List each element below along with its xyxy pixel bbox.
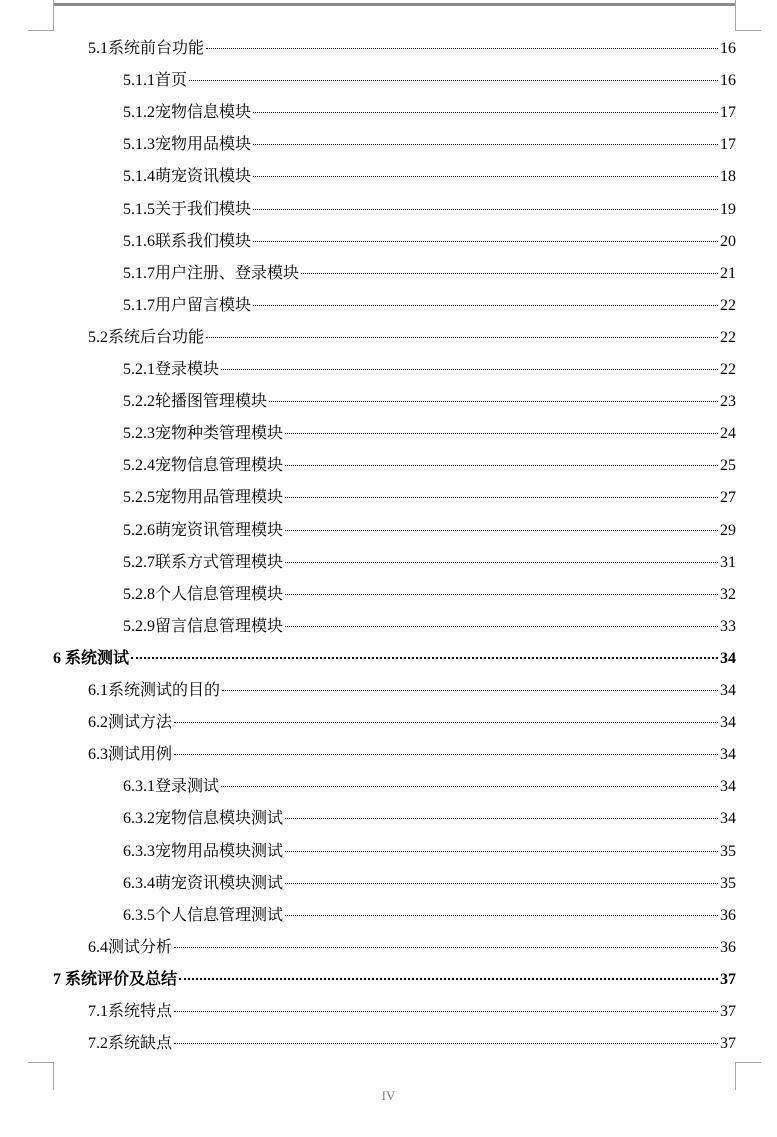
toc-entry-title: 首页 (155, 72, 188, 90)
toc-entry-number: 5.2.4 (123, 457, 155, 475)
header-rule (53, 3, 736, 6)
toc-dot-leader (285, 915, 718, 916)
toc-entry-title: 宠物信息模块 (155, 104, 252, 122)
crop-mark-bottom-left (28, 1062, 54, 1090)
toc-dot-leader (285, 818, 718, 819)
toc-entry[interactable] (123, 870, 736, 898)
toc-entry-number: 5.1.7 (123, 296, 155, 314)
crop-mark-top-right (735, 0, 761, 31)
toc-dot-leader (253, 305, 718, 306)
toc-dot-leader (253, 176, 718, 177)
toc-entry-page: 33 (720, 617, 736, 635)
toc-entry-title: 关于我们模块 (155, 200, 252, 218)
toc-dot-leader (285, 626, 718, 627)
toc-entry-title: 宠物用品管理模块 (155, 489, 284, 507)
toc-entry-page: 16 (720, 40, 736, 57)
toc-entry-title: 登录模块 (155, 361, 220, 378)
toc-entry[interactable] (123, 484, 736, 512)
toc-entry-page: 34 (720, 778, 736, 796)
toc-entry-title: 宠物信息管理模块 (155, 457, 284, 475)
toc-dot-leader (285, 497, 718, 498)
toc-entry-page: 22 (720, 296, 736, 314)
toc-dot-leader (285, 883, 718, 884)
toc-entry-title: 系统评价及总结 (65, 970, 178, 988)
toc-entry-page: 24 (720, 425, 736, 443)
toc-dot-leader (253, 241, 718, 242)
toc-entry-page: 35 (720, 842, 736, 860)
toc-entry-page: 31 (720, 553, 736, 571)
toc-entry-title: 宠物信息模块测试 (155, 810, 284, 828)
toc-entry-page: 23 (720, 393, 736, 411)
toc-entry-title: 宠物用品模块 (155, 136, 252, 154)
toc-entry[interactable] (123, 131, 736, 159)
toc-entry-number: 5.1.2 (123, 104, 155, 122)
toc-dot-leader (189, 80, 718, 81)
toc-entry[interactable] (123, 196, 736, 224)
toc-entry[interactable] (123, 292, 736, 320)
toc-entry-page: 17 (720, 136, 736, 154)
toc-dot-leader (221, 369, 718, 370)
toc-entry-page: 35 (720, 874, 736, 892)
toc-entry-number: 6.2 (88, 714, 108, 732)
toc-entry-number: 5.2.9 (123, 617, 155, 635)
toc-entry-title: 留言信息管理模块 (155, 617, 284, 635)
toc-entry-title: 系统缺点 (108, 1035, 173, 1053)
toc-entry[interactable] (53, 966, 736, 994)
toc-entry[interactable] (88, 709, 736, 737)
toc-entry-page: 34 (720, 649, 736, 667)
toc-entry[interactable] (123, 581, 736, 609)
toc-entry-number: 5.2.1 (123, 361, 155, 378)
toc-dot-leader (221, 786, 718, 787)
toc-entry-number: 7.2 (88, 1035, 108, 1053)
toc-entry-page: 25 (720, 457, 736, 475)
toc-entry-title: 宠物用品模块测试 (155, 842, 284, 860)
toc-entry-title: 登录测试 (155, 778, 220, 796)
toc-entry-page: 16 (720, 72, 736, 90)
toc-dot-leader (206, 48, 718, 49)
crop-mark-bottom-right (735, 1062, 761, 1090)
page-number: IV (381, 1088, 396, 1103)
toc-entry-number: 6.3.5 (123, 906, 155, 924)
toc-entry-page: 36 (720, 906, 736, 924)
toc-entry-page: 34 (720, 810, 736, 828)
toc-entry-title: 系统后台功能 (108, 328, 205, 346)
toc-entry-title: 系统前台功能 (108, 40, 205, 57)
toc-entry[interactable] (123, 613, 736, 641)
toc-entry-number: 5.1 (88, 40, 108, 57)
toc-entry-title: 系统测试 (65, 649, 130, 667)
toc-entry-page: 27 (720, 489, 736, 507)
toc-entry[interactable] (123, 356, 736, 384)
toc-entry[interactable] (123, 388, 736, 416)
toc-entry-page: 29 (720, 521, 736, 539)
toc-entry[interactable] (123, 420, 736, 448)
toc-dot-leader (206, 337, 718, 338)
toc-entry-title: 个人信息管理测试 (155, 906, 284, 924)
toc-entry-number: 5.1.1 (123, 72, 155, 90)
toc-entry[interactable] (123, 773, 736, 801)
toc-entry-number: 6.3.1 (123, 778, 155, 796)
toc-entry[interactable] (88, 324, 736, 352)
toc-entry-number: 5.2.2 (123, 393, 155, 411)
toc-entry-number: 7 (53, 970, 61, 988)
toc-entry-title: 用户注册、登录模块 (155, 264, 300, 282)
toc-entry-number: 6.3.3 (123, 842, 155, 860)
toc-entry-number: 6 (53, 649, 61, 667)
toc-entry-page: 22 (720, 361, 736, 378)
toc-entry-number: 5.2.6 (123, 521, 155, 539)
toc-entry[interactable] (123, 452, 736, 480)
toc-entry-page: 34 (720, 682, 736, 699)
toc-entry[interactable] (88, 35, 736, 63)
toc-entry-page: 34 (720, 714, 736, 732)
toc-dot-leader (285, 433, 718, 434)
toc-entry-title: 测试用例 (108, 746, 173, 764)
toc-entry-page: 18 (720, 168, 736, 186)
toc-dot-leader (285, 530, 718, 531)
toc-entry[interactable] (123, 838, 736, 866)
toc-entry-number: 6.3.2 (123, 810, 155, 828)
toc-entry-page: 37 (720, 1003, 736, 1020)
toc-entry[interactable] (123, 228, 736, 256)
toc-entry-number: 5.2 (88, 328, 108, 346)
toc-entry-title: 联系方式管理模块 (155, 553, 284, 571)
toc-entry-page: 19 (720, 200, 736, 218)
toc-entry-number: 5.1.4 (123, 168, 155, 186)
toc-entry-title: 联系我们模块 (155, 232, 252, 250)
toc-dot-leader (174, 947, 718, 948)
toc-entry-page: 36 (720, 938, 736, 956)
toc-entry-number: 7.1 (88, 1003, 108, 1020)
toc-entry-number: 6.3.4 (123, 874, 155, 892)
toc-entry[interactable] (123, 163, 736, 191)
toc-entry[interactable] (88, 677, 736, 705)
toc-entry-number: 5.2.7 (123, 553, 155, 571)
toc-entry[interactable] (123, 517, 736, 545)
toc-dot-leader (285, 594, 718, 595)
toc-entry-number: 5.2.3 (123, 425, 155, 443)
toc-entry-title: 个人信息管理模块 (155, 585, 284, 603)
toc-entry-page: 37 (720, 970, 736, 988)
toc-entry-title: 系统测试的目的 (108, 682, 221, 699)
toc-entry[interactable] (53, 645, 736, 673)
toc-dot-leader (301, 273, 718, 274)
toc-entry-number: 6.1 (88, 682, 108, 699)
toc-dot-leader (174, 722, 718, 723)
toc-entry-number: 5.1.6 (123, 232, 155, 250)
toc-entry-number: 5.1.3 (123, 136, 155, 154)
toc-dot-leader (131, 657, 718, 659)
crop-mark-top-left (28, 0, 54, 31)
toc-entry[interactable] (123, 902, 736, 930)
toc-entry[interactable] (88, 1030, 736, 1058)
toc-entry[interactable] (88, 741, 736, 769)
toc-entry[interactable] (88, 934, 736, 962)
toc-entry[interactable] (123, 99, 736, 127)
toc-dot-leader (253, 209, 718, 210)
toc-dot-leader (179, 978, 718, 980)
toc-entry[interactable] (123, 260, 736, 288)
toc-entry[interactable] (123, 549, 736, 577)
toc-dot-leader (285, 851, 718, 852)
toc-entry-title: 萌宠资讯管理模块 (155, 521, 284, 539)
toc-entry-page: 17 (720, 104, 736, 122)
toc-dot-leader (253, 144, 718, 145)
toc-entry-number: 6.3 (88, 746, 108, 764)
toc-entry-title: 测试分析 (108, 938, 173, 956)
toc-entry-number: 5.1.7 (123, 264, 155, 282)
toc-entry-title: 宠物种类管理模块 (155, 425, 284, 443)
toc-entry-title: 用户留言模块 (155, 296, 252, 314)
toc-entry-number: 5.1.5 (123, 200, 155, 218)
toc-entry-title: 测试方法 (108, 714, 173, 732)
toc-entry-page: 20 (720, 232, 736, 250)
toc-entry-page: 22 (720, 328, 736, 346)
toc-entry-number: 5.2.8 (123, 585, 155, 603)
toc-dot-leader (222, 690, 718, 691)
toc-entry-title: 萌宠资讯模块 (155, 168, 252, 186)
toc-dot-leader (269, 401, 718, 402)
toc-entry[interactable] (88, 998, 736, 1026)
toc-entry[interactable] (123, 805, 736, 833)
toc-entry-title: 萌宠资讯模块测试 (155, 874, 284, 892)
toc-dot-leader (174, 754, 718, 755)
toc-dot-leader (174, 1011, 718, 1012)
toc-entry-number: 5.2.5 (123, 489, 155, 507)
toc-dot-leader (285, 465, 718, 466)
toc-entry-page: 32 (720, 585, 736, 603)
toc-entry-page: 21 (720, 264, 736, 282)
toc-dot-leader (174, 1043, 718, 1044)
toc-entry-number: 6.4 (88, 938, 108, 956)
toc-entry-title: 系统特点 (108, 1003, 173, 1020)
toc-entry-page: 37 (720, 1035, 736, 1053)
toc-entry-title: 轮播图管理模块 (155, 393, 268, 411)
toc-entry[interactable] (123, 67, 736, 95)
toc-dot-leader (253, 112, 718, 113)
toc-dot-leader (285, 562, 718, 563)
toc-entry-page: 34 (720, 746, 736, 764)
